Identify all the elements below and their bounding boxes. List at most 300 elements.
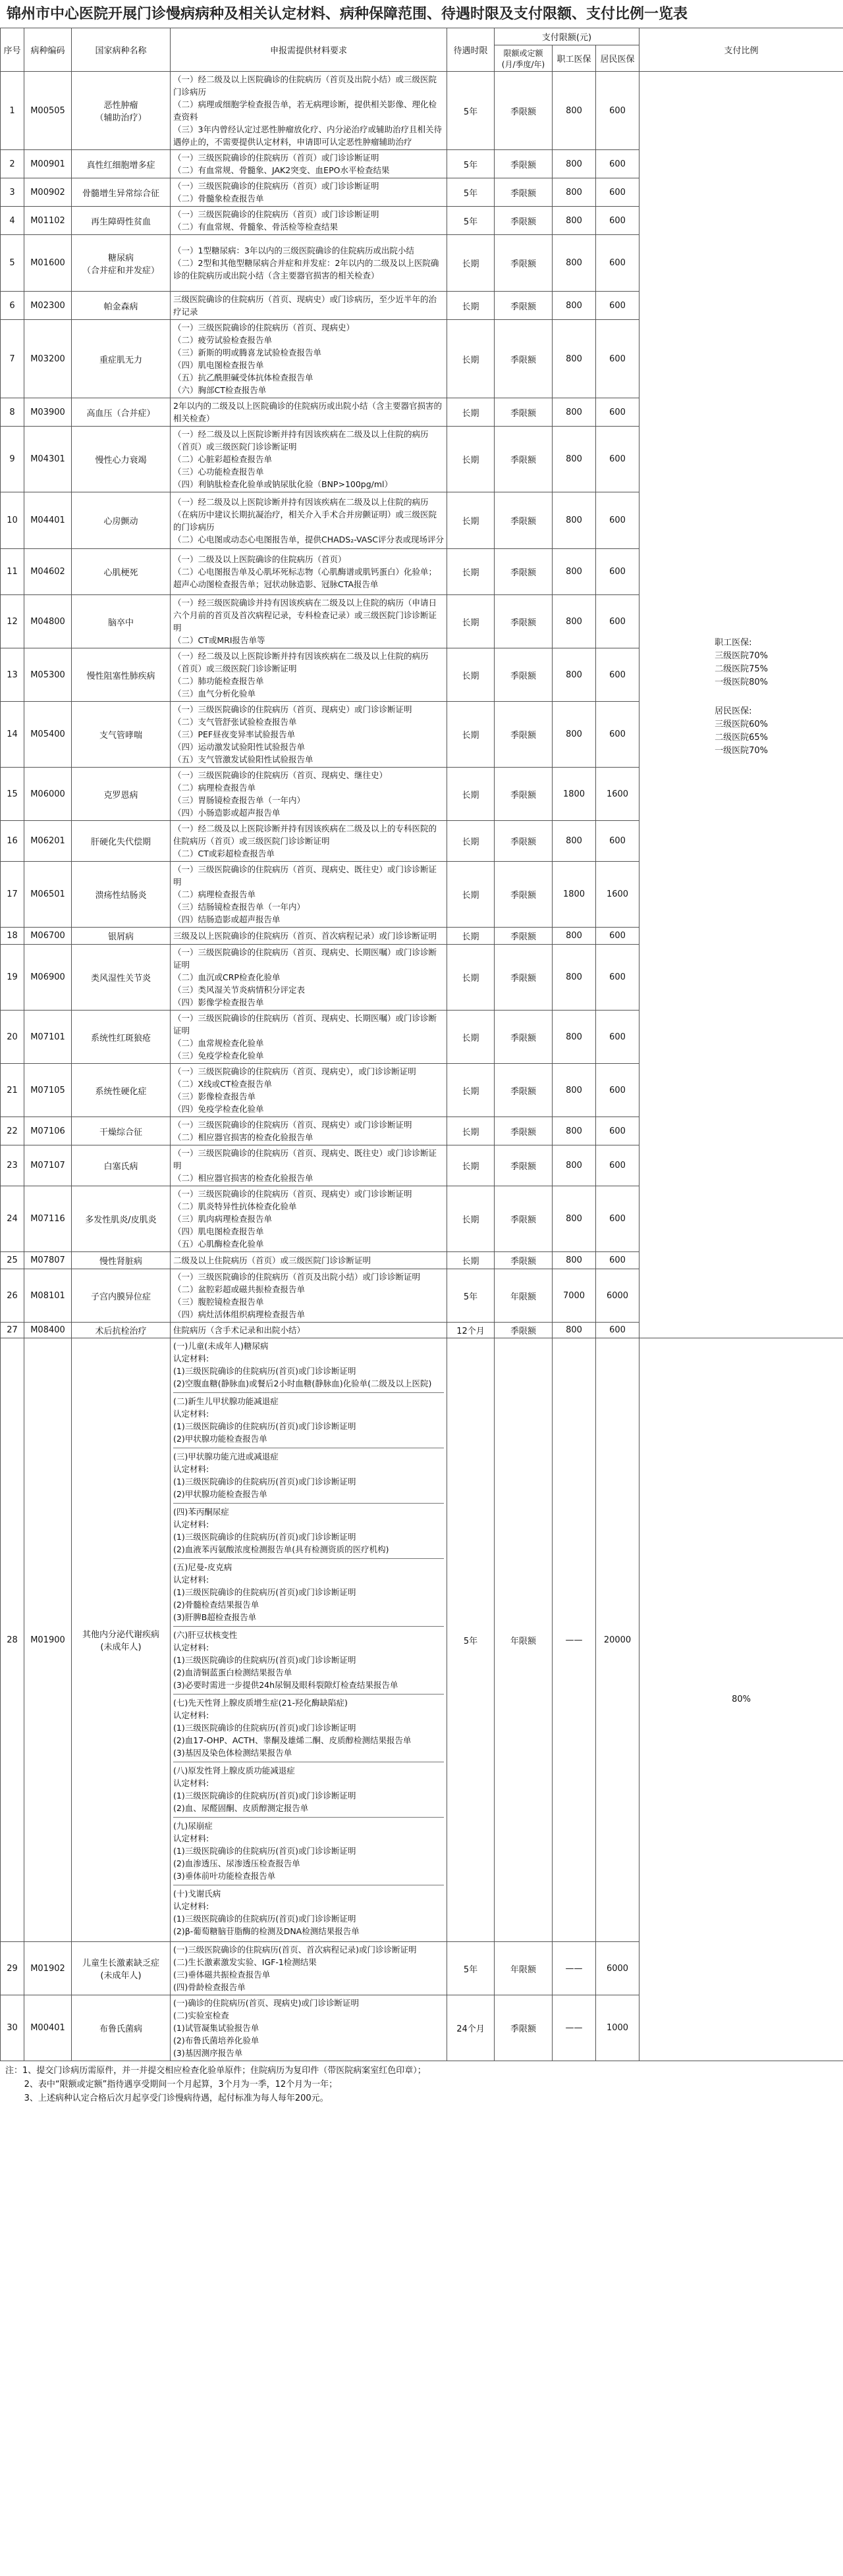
limit-type: 季限额 bbox=[495, 1064, 553, 1117]
material-line: （四）小肠造影或超声报告单 bbox=[173, 808, 281, 818]
material-line: (二)实验室检查 bbox=[173, 2011, 229, 2020]
limit-type: 年限额 bbox=[495, 1942, 553, 1995]
material-line: （一）经三级医院确诊并持有因该疾病在二级及以上住院的病历（申请日六个月前的首页及首次病程记录，专科检查记录）或三级医院门诊诊断证明 bbox=[173, 598, 437, 633]
material-line: 认定材料: bbox=[173, 1778, 209, 1788]
row-seq: 9 bbox=[1, 427, 24, 492]
period: 长期 bbox=[447, 1011, 495, 1064]
material-line: (1)三级医院确诊的住院病历(首页)或门诊诊断证明 bbox=[173, 1477, 356, 1486]
disease-code: M06501 bbox=[24, 862, 72, 928]
materials bbox=[171, 1011, 447, 1064]
materials bbox=[171, 398, 447, 427]
disease-code: M06000 bbox=[24, 768, 72, 821]
row-seq: 27 bbox=[1, 1323, 24, 1338]
period: 长期 bbox=[447, 648, 495, 702]
material-line: (1)三级医院确诊的住院病历(首页)或门诊诊断证明 bbox=[173, 1723, 356, 1733]
materials bbox=[171, 928, 447, 945]
ratio-line: 二级医院75% bbox=[715, 664, 768, 674]
period: 长期 bbox=[447, 549, 495, 595]
materials bbox=[171, 768, 447, 821]
employee-limit: 7000 bbox=[553, 1269, 596, 1323]
limit-type: 年限额 bbox=[495, 1269, 553, 1323]
period: 长期 bbox=[447, 821, 495, 862]
material-line: (1)三级医院确诊的住院病历(首页)或门诊诊断证明 bbox=[173, 1532, 356, 1542]
limit-type: 季限额 bbox=[495, 648, 553, 702]
limit-type: 季限额 bbox=[495, 1995, 553, 2061]
table-row bbox=[1, 1338, 843, 1942]
resident-limit: 600 bbox=[596, 1064, 639, 1117]
row-seq: 20 bbox=[1, 1011, 24, 1064]
ratio-line: 一级医院70% bbox=[715, 745, 768, 756]
disease-code: M04800 bbox=[24, 595, 72, 648]
material-line: （三）新斯的明或腾喜龙试验检查报告单 bbox=[173, 348, 322, 357]
material-line: （一）经二级及以上医院诊断并持有因该疾病在二级及以上住院的病历（首页）或三级医院门诊诊断证明 bbox=[173, 651, 429, 673]
material-line: (2)空腹血糖(静脉血)或餐后2小时血糖(静脉血)化验单(二级及以上医院) bbox=[173, 1379, 432, 1388]
material-line: (2)β-葡萄糖脑苷脂酶的检测及DNA检测结果报告单 bbox=[173, 1926, 360, 1936]
payment-ratio-group-2: 80% bbox=[639, 1338, 843, 2061]
disease-code: M02300 bbox=[24, 292, 72, 320]
material-line: （一）三级医院确诊的住院病历（首页、现病史、既往史）或门诊诊断证明 bbox=[173, 1148, 437, 1170]
materials bbox=[171, 1995, 447, 2061]
disease-code: M01902 bbox=[24, 1942, 72, 1995]
resident-limit: 600 bbox=[596, 595, 639, 648]
row-seq: 4 bbox=[1, 207, 24, 235]
material-line: (2)血、尿醛固酮、皮质醇测定报告单 bbox=[173, 1803, 309, 1813]
material-line: （四）肌电图检查报告单 bbox=[173, 360, 264, 370]
employee-limit: 800 bbox=[553, 1145, 596, 1186]
employee-limit: 800 bbox=[553, 702, 596, 768]
row-seq: 23 bbox=[1, 1145, 24, 1186]
material-line: (3)垂体前叶功能检查报告单 bbox=[173, 1871, 276, 1881]
materials bbox=[171, 1064, 447, 1117]
materials bbox=[171, 1117, 447, 1145]
row-seq: 14 bbox=[1, 702, 24, 768]
period: 长期 bbox=[447, 1145, 495, 1186]
material-line: (1)三级医院确诊的住院病历(首页)或门诊诊断证明 bbox=[173, 1846, 356, 1856]
employee-limit: 800 bbox=[553, 492, 596, 549]
material-line: （二）疲劳试验检查报告单 bbox=[173, 335, 273, 345]
disease-name: 重症肌无力 bbox=[72, 320, 171, 398]
material-line: (六)肝豆状核变性 bbox=[173, 1630, 238, 1640]
employee-limit: 800 bbox=[553, 1323, 596, 1338]
employee-limit: 800 bbox=[553, 928, 596, 945]
employee-limit: 800 bbox=[553, 150, 596, 178]
limit-type: 季限额 bbox=[495, 292, 553, 320]
employee-limit: 800 bbox=[553, 1186, 596, 1252]
resident-limit: 600 bbox=[596, 945, 639, 1011]
disease-code: M07105 bbox=[24, 1064, 72, 1117]
material-line: （三）类风湿关节炎病情积分评定表 bbox=[173, 985, 306, 995]
header-employee: 职工医保 bbox=[553, 45, 596, 72]
limit-type: 季限额 bbox=[495, 768, 553, 821]
limit-type: 季限额 bbox=[495, 595, 553, 648]
header-resident: 居民医保 bbox=[596, 45, 639, 72]
period: 长期 bbox=[447, 235, 495, 292]
limit-type: 季限额 bbox=[495, 178, 553, 207]
period: 长期 bbox=[447, 1186, 495, 1252]
materials bbox=[171, 235, 447, 292]
disease-name: 克罗恩病 bbox=[72, 768, 171, 821]
disease-code: M04401 bbox=[24, 492, 72, 549]
materials bbox=[171, 150, 447, 178]
limit-type: 季限额 bbox=[495, 1252, 553, 1269]
material-line: 认定材料: bbox=[173, 1575, 209, 1585]
employee-limit: 800 bbox=[553, 1064, 596, 1117]
employee-limit: 800 bbox=[553, 595, 596, 648]
resident-limit: 600 bbox=[596, 1145, 639, 1186]
material-line: (八)原发性肾上腺皮质功能减退症 bbox=[173, 1766, 295, 1775]
row-seq: 28 bbox=[1, 1338, 24, 1942]
employee-limit: 1800 bbox=[553, 768, 596, 821]
material-line: （三）心功能检查报告单 bbox=[173, 467, 264, 477]
disease-code: M00901 bbox=[24, 150, 72, 178]
material-line: (1)三级医院确诊的住院病历(首页)或门诊诊断证明 bbox=[173, 1366, 356, 1376]
disease-code: M08400 bbox=[24, 1323, 72, 1338]
material-line: (1)三级医院确诊的住院病历(首页)或门诊诊断证明 bbox=[173, 1421, 356, 1431]
materials bbox=[171, 207, 447, 235]
header-ratio: 支付比例 bbox=[639, 28, 843, 72]
header-code: 病种编码 bbox=[24, 28, 72, 72]
header-limit-group: 支付限额(元) bbox=[495, 28, 639, 45]
row-seq: 8 bbox=[1, 398, 24, 427]
material-line: （三）胃肠镜检查报告单（一年内） bbox=[173, 795, 306, 805]
materials bbox=[171, 1269, 447, 1323]
limit-type: 季限额 bbox=[495, 1117, 553, 1145]
limit-type: 季限额 bbox=[495, 1323, 553, 1338]
period: 24个月 bbox=[447, 1995, 495, 2061]
material-line: (1)三级医院确诊的住院病历(首页)或门诊诊断证明 bbox=[173, 1655, 356, 1665]
material-line: (1)试管凝集试验报告单 bbox=[173, 2023, 259, 2033]
employee-limit: 800 bbox=[553, 320, 596, 398]
resident-limit: 1600 bbox=[596, 862, 639, 928]
disease-name: 银屑病 bbox=[72, 928, 171, 945]
resident-limit: 1000 bbox=[596, 1995, 639, 2061]
resident-limit: 600 bbox=[596, 492, 639, 549]
limit-type: 季限额 bbox=[495, 72, 553, 150]
material-line: （一）经二级及以上医院诊断并持有因该疾病在二级及以上住院的病历（首页）或三级医院门诊诊断证明 bbox=[173, 429, 429, 452]
material-line: (3)基因测序报告单 bbox=[173, 2048, 243, 2058]
materials bbox=[171, 320, 447, 398]
material-line: （二）盆腔彩超或磁共振检查报告单 bbox=[173, 1284, 306, 1294]
employee-limit: —— bbox=[553, 1338, 596, 1942]
material-line: （二）CT或彩超检查报告单 bbox=[173, 849, 275, 858]
row-seq: 10 bbox=[1, 492, 24, 549]
disease-code: M00505 bbox=[24, 72, 72, 150]
material-line: (1)三级医院确诊的住院病历(首页)或门诊诊断证明 bbox=[173, 1587, 356, 1597]
material-line: （六）胸部CT检查报告单 bbox=[173, 385, 267, 395]
material-line: （二）心电图或动态心电图报告单，提供CHADS₂-VASC评分表或现场评分 bbox=[173, 534, 444, 544]
resident-limit: 600 bbox=[596, 648, 639, 702]
material-line: (2)血17-OHP、ACTH、睾酮及雄烯二酮、皮质醇检测结果报告单 bbox=[173, 1735, 412, 1745]
material-line: （一）三级医院确诊的住院病历（首页）或门诊诊断证明 bbox=[173, 209, 379, 219]
materials bbox=[171, 945, 447, 1011]
resident-limit: 1600 bbox=[596, 768, 639, 821]
material-line: (五)尼曼-皮克病 bbox=[173, 1562, 232, 1572]
period: 长期 bbox=[447, 398, 495, 427]
disease-code: M06900 bbox=[24, 945, 72, 1011]
limit-type: 季限额 bbox=[495, 1145, 553, 1186]
disease-name: 类风湿性关节炎 bbox=[72, 945, 171, 1011]
material-line: （二）相应器官损害的检查化验报告单 bbox=[173, 1132, 313, 1142]
period: 5年 bbox=[447, 178, 495, 207]
row-seq: 5 bbox=[1, 235, 24, 292]
resident-limit: 600 bbox=[596, 1186, 639, 1252]
employee-limit: 800 bbox=[553, 292, 596, 320]
disease-code: M07116 bbox=[24, 1186, 72, 1252]
notes bbox=[0, 2061, 843, 2108]
disease-name: 慢性心力衰竭 bbox=[72, 427, 171, 492]
row-seq: 22 bbox=[1, 1117, 24, 1145]
disease-code: M01900 bbox=[24, 1338, 72, 1942]
employee-limit: 800 bbox=[553, 398, 596, 427]
employee-limit: 800 bbox=[553, 821, 596, 862]
materials bbox=[171, 595, 447, 648]
disease-code: M05400 bbox=[24, 702, 72, 768]
material-line: （二）心脏彩超检查报告单 bbox=[173, 454, 273, 464]
material-line: （二）2型和其他型糖尿病合并症和并发症：2年以内的二级及以上医院确诊的住院病历或出院小结（含主要器官损害的相关检查） bbox=[173, 258, 439, 280]
row-seq: 18 bbox=[1, 928, 24, 945]
material-line: (2)甲状腺功能检查报告单 bbox=[173, 1489, 267, 1499]
material-line: （一）三级医院确诊的住院病历（首页、现病史、继往史） bbox=[173, 770, 388, 780]
material-line: （一）三级医院确诊的住院病历（首页、现病史） bbox=[173, 323, 355, 332]
period: 5年 bbox=[447, 1338, 495, 1942]
period: 长期 bbox=[447, 427, 495, 492]
row-seq: 25 bbox=[1, 1252, 24, 1269]
disease-name: 高血压（合并症） bbox=[72, 398, 171, 427]
material-line: （三）影像检查报告单 bbox=[173, 1091, 256, 1101]
period: 5年 bbox=[447, 1942, 495, 1995]
material-line: （四）免疫学检查化验单 bbox=[173, 1104, 264, 1114]
materials bbox=[171, 1252, 447, 1269]
sub-disease bbox=[173, 1392, 444, 1448]
period: 5年 bbox=[447, 150, 495, 178]
material-line: 认定材料: bbox=[173, 1901, 209, 1911]
disease-code: M03200 bbox=[24, 320, 72, 398]
limit-type: 年限额 bbox=[495, 1338, 553, 1942]
material-line: （二）病理检查报告单 bbox=[173, 783, 256, 793]
materials bbox=[171, 292, 447, 320]
materials bbox=[171, 178, 447, 207]
material-line: （五）心肌酶检查化验单 bbox=[173, 1239, 264, 1249]
row-seq: 1 bbox=[1, 72, 24, 150]
disease-code: M07107 bbox=[24, 1145, 72, 1186]
resident-limit: 600 bbox=[596, 928, 639, 945]
material-line: 认定材料: bbox=[173, 1519, 209, 1529]
material-line: (二)新生儿甲状腺功能减退症 bbox=[173, 1396, 279, 1406]
material-line: （三）腹腔镜检查报告单 bbox=[173, 1297, 264, 1307]
material-line: 认定材料: bbox=[173, 1354, 209, 1363]
row-seq: 7 bbox=[1, 320, 24, 398]
resident-limit: 20000 bbox=[596, 1338, 639, 1942]
resident-limit: 600 bbox=[596, 72, 639, 150]
disease-name: 糖尿病 （合并症和并发症） bbox=[72, 235, 171, 292]
resident-limit: 6000 bbox=[596, 1942, 639, 1995]
material-line: (1)三级医院确诊的住院病历(首页)或门诊诊断证明 bbox=[173, 1914, 356, 1924]
material-line: （一）三级医院确诊的住院病历（首页、现病史、长期医嘱）或门诊诊断证明 bbox=[173, 947, 437, 970]
material-line: (一)三级医院确诊的住院病历(首页、首次病程记录)或门诊诊断证明 bbox=[173, 1945, 417, 1955]
material-line: （二）血沉或CRP检查化验单 bbox=[173, 972, 281, 982]
material-line: (三)垂体磁共振检查报告单 bbox=[173, 1970, 271, 1980]
material-line: (三)甲状腺功能亢进或减退症 bbox=[173, 1452, 279, 1461]
disease-code: M07807 bbox=[24, 1252, 72, 1269]
material-line: 住院病历（含手术记录和出院小结） bbox=[173, 1325, 306, 1335]
disease-name: 术后抗栓治疗 bbox=[72, 1323, 171, 1338]
sub-disease bbox=[173, 1762, 444, 1817]
disease-name: 心房颤动 bbox=[72, 492, 171, 549]
material-line: （三）免疫学检查化验单 bbox=[173, 1051, 264, 1061]
resident-limit: 600 bbox=[596, 821, 639, 862]
material-line: (九)尿崩症 bbox=[173, 1821, 213, 1831]
material-line: （一）三级医院确诊的住院病历（首页）或门诊诊断证明 bbox=[173, 181, 379, 191]
material-line: (3)必要时需进一步提供24h尿铜及眼科裂隙灯检查结果报告单 bbox=[173, 1680, 398, 1690]
material-line: (二)生长激素激发实验、IGF-1检测结果 bbox=[173, 1957, 317, 1967]
disease-name: 白塞氏病 bbox=[72, 1145, 171, 1186]
material-line: (七)先天性肾上腺皮质增生症(21-羟化酶缺陷症) bbox=[173, 1698, 348, 1708]
limit-type: 季限额 bbox=[495, 207, 553, 235]
material-line: (一)儿童(未成年人)糖尿病 bbox=[173, 1341, 269, 1351]
row-seq: 11 bbox=[1, 549, 24, 595]
disease-code: M07101 bbox=[24, 1011, 72, 1064]
row-seq: 16 bbox=[1, 821, 24, 862]
material-line: （二）肌炎特异性抗体检查化验单 bbox=[173, 1201, 297, 1211]
material-line: （五）支气管激发试验阳性试验报告单 bbox=[173, 754, 313, 764]
material-line: （一）三级医院确诊的住院病历（首页、现病史）或门诊诊断证明 bbox=[173, 704, 412, 714]
resident-limit: 600 bbox=[596, 178, 639, 207]
disease-code: M07106 bbox=[24, 1117, 72, 1145]
limit-type: 季限额 bbox=[495, 1011, 553, 1064]
disease-name: 支气管哮喘 bbox=[72, 702, 171, 768]
material-line: 三级及以上医院确诊的住院病历（首页、首次病程记录）或门诊诊断证明 bbox=[173, 931, 437, 941]
resident-limit: 600 bbox=[596, 235, 639, 292]
row-seq: 24 bbox=[1, 1186, 24, 1252]
row-seq: 13 bbox=[1, 648, 24, 702]
employee-limit: 1800 bbox=[553, 862, 596, 928]
resident-limit: 600 bbox=[596, 1323, 639, 1338]
header-name: 国家病种名称 bbox=[72, 28, 171, 72]
material-line: （一）三级医院确诊的住院病历（首页、现病史、长期医嘱）或门诊诊断证明 bbox=[173, 1013, 437, 1036]
materials bbox=[171, 1145, 447, 1186]
resident-ratio bbox=[715, 705, 768, 758]
material-line: （四）肌电图检查报告单 bbox=[173, 1226, 264, 1236]
material-line: （一）三级医院确诊的住院病历（首页、现病史），或门诊诊断证明 bbox=[173, 1066, 416, 1076]
row-seq: 29 bbox=[1, 1942, 24, 1995]
limit-type: 季限额 bbox=[495, 1186, 553, 1252]
employee-limit: 800 bbox=[553, 549, 596, 595]
disease-name: 系统性硬化症 bbox=[72, 1064, 171, 1117]
material-line: （二）肺功能检查报告单 bbox=[173, 676, 264, 686]
material-line: (2)血清铜蓝蛋白检测结果报告单 bbox=[173, 1668, 292, 1677]
material-line: 认定材料: bbox=[173, 1710, 209, 1720]
disease-name: 溃疡性结肠炎 bbox=[72, 862, 171, 928]
limit-type: 季限额 bbox=[495, 945, 553, 1011]
ratio-line: 三级医院60% bbox=[715, 719, 768, 729]
disease-code: M04602 bbox=[24, 549, 72, 595]
material-line: （二）病理检查报告单 bbox=[173, 889, 256, 899]
row-seq: 3 bbox=[1, 178, 24, 207]
material-line: （二）有血常规、骨髓象、骨活检等检查结果 bbox=[173, 222, 339, 232]
material-line: （四）影像学检查报告单 bbox=[173, 997, 264, 1007]
material-line: （四）病灶活体组织病理检查报告单 bbox=[173, 1309, 306, 1319]
disease-name: 慢性阻塞性肺疾病 bbox=[72, 648, 171, 702]
disease-name: 干燥综合征 bbox=[72, 1117, 171, 1145]
period: 长期 bbox=[447, 595, 495, 648]
employee-limit: 800 bbox=[553, 648, 596, 702]
materials bbox=[171, 492, 447, 549]
disease-name: 肝硬化失代偿期 bbox=[72, 821, 171, 862]
limit-type: 季限额 bbox=[495, 928, 553, 945]
row-seq: 12 bbox=[1, 595, 24, 648]
employee-ratio bbox=[715, 637, 768, 689]
limit-type: 季限额 bbox=[495, 320, 553, 398]
table-row bbox=[1, 72, 843, 150]
disease-name: 系统性红斑狼疮 bbox=[72, 1011, 171, 1064]
period: 长期 bbox=[447, 1064, 495, 1117]
disease-code: M06700 bbox=[24, 928, 72, 945]
ratio-line: 职工医保: bbox=[715, 637, 752, 648]
limit-type: 季限额 bbox=[495, 398, 553, 427]
employee-limit: 800 bbox=[553, 1117, 596, 1145]
employee-limit: —— bbox=[553, 1942, 596, 1995]
disease-code: M00902 bbox=[24, 178, 72, 207]
ratio-line: 居民医保: bbox=[715, 706, 752, 716]
period: 长期 bbox=[447, 320, 495, 398]
disease-name: 脑卒中 bbox=[72, 595, 171, 648]
employee-limit: 800 bbox=[553, 945, 596, 1011]
chronic-disease-table bbox=[0, 28, 843, 2061]
limit-type: 季限额 bbox=[495, 821, 553, 862]
disease-name: 子宫内膜异位症 bbox=[72, 1269, 171, 1323]
material-line: （二）有血常规、骨髓象、JAK2突变、血EPO水平检查结果 bbox=[173, 165, 390, 175]
period: 长期 bbox=[447, 928, 495, 945]
material-line: （四）利钠肽检查化验单或钠尿肽化验（BNP>100pg/ml） bbox=[173, 479, 393, 489]
material-line: 认定材料: bbox=[173, 1409, 209, 1419]
material-line: （二）X线或CT检查报告单 bbox=[173, 1079, 272, 1089]
disease-name: 真性红细胞增多症 bbox=[72, 150, 171, 178]
material-line: （三）结肠镜检查报告单（一年内） bbox=[173, 902, 306, 912]
sub-disease bbox=[173, 1626, 444, 1694]
material-line: （四）结肠造影或超声报告单 bbox=[173, 914, 281, 924]
materials bbox=[171, 821, 447, 862]
material-line: (2)血渗透压、尿渗透压检查报告单 bbox=[173, 1858, 300, 1868]
row-seq: 30 bbox=[1, 1995, 24, 2061]
material-line: (2)布鲁氏菌培养化验单 bbox=[173, 2036, 259, 2045]
material-line: (3)基因及染色体检测结果报告单 bbox=[173, 1748, 292, 1758]
disease-name: 慢性肾脏病 bbox=[72, 1252, 171, 1269]
sub-disease bbox=[173, 1817, 444, 1885]
materials bbox=[171, 862, 447, 928]
resident-limit: 600 bbox=[596, 398, 639, 427]
resident-limit: 600 bbox=[596, 1117, 639, 1145]
row-seq: 19 bbox=[1, 945, 24, 1011]
limit-type: 季限额 bbox=[495, 862, 553, 928]
disease-code: M05300 bbox=[24, 648, 72, 702]
employee-limit: 800 bbox=[553, 178, 596, 207]
material-line: （三）肌肉病理检查报告单 bbox=[173, 1214, 273, 1224]
disease-name: 布鲁氏菌病 bbox=[72, 1995, 171, 2061]
header-period: 待遇时限 bbox=[447, 28, 495, 72]
disease-name: 帕金森病 bbox=[72, 292, 171, 320]
material-line: （三）PEF昼夜变异率试验报告单 bbox=[173, 729, 296, 739]
disease-code: M03900 bbox=[24, 398, 72, 427]
material-line: （二）相应器官损害的检查化验报告单 bbox=[173, 1173, 313, 1183]
row-seq: 15 bbox=[1, 768, 24, 821]
period: 5年 bbox=[447, 207, 495, 235]
sub-disease bbox=[173, 1558, 444, 1626]
period: 长期 bbox=[447, 292, 495, 320]
note-2: 2、表中“限额或定额”指待遇享受期间一个月起算，3个月为一季，12个月为一年； bbox=[24, 2080, 338, 2090]
resident-limit: 6000 bbox=[596, 1269, 639, 1323]
row-seq: 2 bbox=[1, 150, 24, 178]
materials bbox=[171, 1942, 447, 1995]
